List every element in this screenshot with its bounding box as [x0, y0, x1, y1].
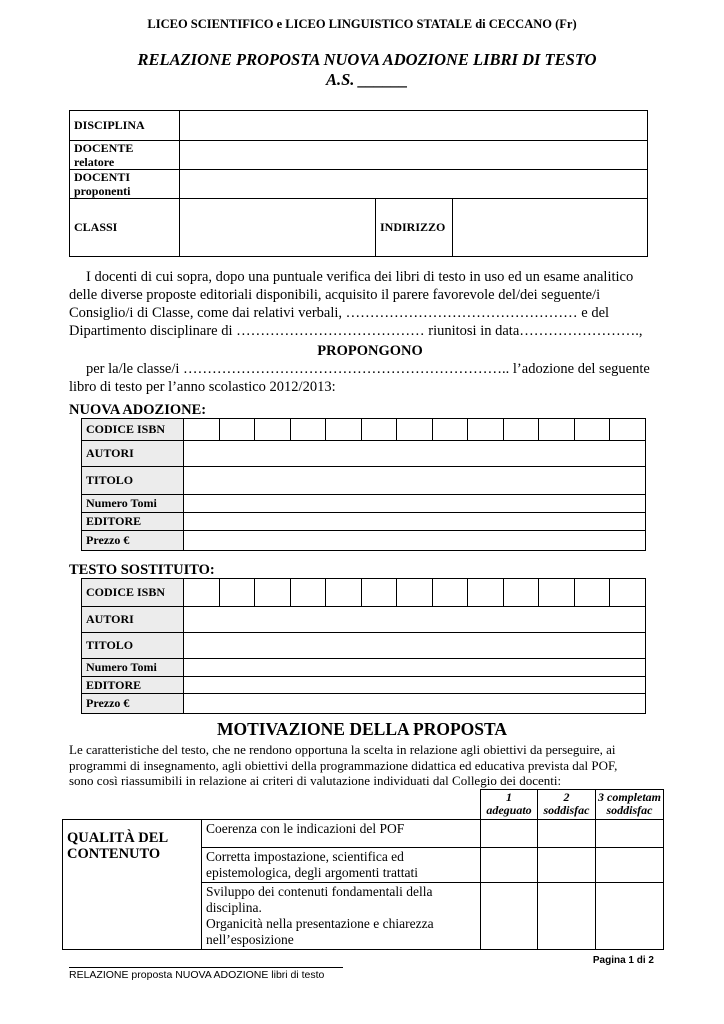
criterion-impostazione: [202, 848, 481, 883]
isbn-digit-cell[interactable]: [432, 579, 468, 607]
intro-line-1: I docenti di cui sopra, dopo una puntuale verifica dei libri di testo in uso ed un esame analitico: [86, 269, 634, 285]
rating-1-number: 1: [506, 790, 512, 804]
nuova-editore-field[interactable]: [184, 513, 646, 531]
document-title: RELAZIONE PROPOSTA NUOVA ADOZIONE LIBRI DI TESTO: [137, 50, 597, 69]
motivazione-heading: MOTIVAZIONE DELLA PROPOSTA: [216, 719, 508, 739]
nuova-autori-label: AUTORI: [82, 441, 184, 467]
isbn-digit-cell[interactable]: [255, 419, 291, 441]
school-name: LICEO SCIENTIFICO e LICEO LINGUISTICO STATALE di CECCANO (Fr): [147, 17, 577, 31]
sostituito-autori-label: AUTORI: [82, 607, 184, 633]
isbn-digit-cell[interactable]: [503, 419, 539, 441]
docenti-label-line2: proponenti: [74, 184, 131, 198]
criterion-sviluppo-line2: disciplina.: [206, 900, 262, 915]
isbn-digit-cell[interactable]: [610, 419, 646, 441]
qualita-contenuto-label: [63, 820, 202, 950]
isbn-digit-cell[interactable]: [539, 419, 575, 441]
isbn-digit-cell[interactable]: [574, 419, 610, 441]
proposal-line-2: libro di testo per l’anno scolastico 2012/2013:: [69, 379, 336, 395]
footer-title: RELAZIONE proposta NUOVA ADOZIONE libri di testo: [69, 969, 325, 981]
isbn-digit-cell[interactable]: [290, 579, 326, 607]
isbn-digit-cell[interactable]: [468, 579, 504, 607]
nuova-adozione-heading: NUOVA ADOZIONE:: [69, 402, 207, 418]
motivazione-line-2: programmi di insegnamento, agli obiettivi della programmazione didattica ed educativa prevista dal POF,: [69, 757, 618, 773]
isbn-digit-cell[interactable]: [219, 419, 255, 441]
isbn-digit-cell[interactable]: [361, 419, 397, 441]
classi-label: CLASSI: [70, 199, 180, 257]
indirizzo-label: INDIRIZZO: [376, 199, 453, 257]
rating-cell[interactable]: [596, 820, 664, 848]
isbn-digit-cell[interactable]: [184, 579, 220, 607]
intro-paragraph: [69, 268, 669, 340]
sostituito-prezzo-label: Prezzo €: [82, 694, 184, 714]
rating-cell[interactable]: [481, 820, 538, 848]
motivazione-line-1: Le caratteristiche del testo, che ne rendono opportuna la scelta in relazione agli obiettivi da perseguire, ai: [69, 742, 616, 757]
isbn-digit-cell[interactable]: [326, 419, 362, 441]
isbn-digit-cell[interactable]: [610, 579, 646, 607]
isbn-digit-cell[interactable]: [432, 419, 468, 441]
criteria-table: [62, 789, 664, 950]
docente-label-line1: DOCENTE: [74, 141, 134, 155]
rating-1-header: [481, 790, 538, 820]
classi-field[interactable]: [180, 199, 376, 257]
docente-label-line2: relatore: [74, 155, 115, 169]
disciplina-label: DISCIPLINA: [70, 111, 180, 141]
page-number: Pagina 1 di 2: [592, 955, 654, 966]
isbn-digit-cell[interactable]: [574, 579, 610, 607]
qualita-line-2: CONTENUTO: [67, 846, 161, 862]
rating-cell[interactable]: [596, 848, 664, 883]
proposal-paragraph: [69, 360, 669, 396]
criterion-impostazione-line1: Corretta impostazione, scientifica ed: [206, 849, 404, 864]
isbn-digit-cell[interactable]: [219, 579, 255, 607]
isbn-digit-cell[interactable]: [468, 419, 504, 441]
rating-cell[interactable]: [538, 883, 596, 950]
isbn-digit-cell[interactable]: [290, 419, 326, 441]
isbn-digit-cell[interactable]: [255, 579, 291, 607]
docenti-field[interactable]: [180, 170, 648, 199]
isbn-digit-cell[interactable]: [397, 579, 433, 607]
criterion-coerenza: Coerenza con le indicazioni del POF: [202, 820, 481, 848]
docenti-label: [70, 170, 180, 199]
intro-line-4: Dipartimento disciplinare di ………………………………… riunitosi in data…………………….,: [69, 323, 643, 339]
intro-line-2: delle diverse proposte editoriali disponibili, acquisito il parere favorevole del/dei seguente/i: [69, 287, 601, 303]
propongono-heading: PROPONGONO: [317, 343, 423, 359]
isbn-digit-cell[interactable]: [397, 419, 433, 441]
rating-1-label: adeguato: [486, 803, 532, 817]
docente-label: [70, 141, 180, 170]
docenti-label-line1: DOCENTI: [74, 170, 131, 184]
intro-line-3: Consiglio/i di Classe, come dai relativi verbali, ………………………………………… e del: [69, 305, 610, 321]
sostituito-titolo-label: TITOLO: [82, 633, 184, 659]
motivazione-paragraph: [69, 742, 669, 789]
rating-cell[interactable]: [596, 883, 664, 950]
rating-cell[interactable]: [538, 848, 596, 883]
rating-cell[interactable]: [481, 848, 538, 883]
nuova-tomi-field[interactable]: [184, 495, 646, 513]
rating-cell[interactable]: [538, 820, 596, 848]
nuova-prezzo-label: Prezzo €: [82, 531, 184, 551]
criterion-sviluppo-line1: Sviluppo dei contenuti fondamentali della: [206, 884, 433, 899]
nuova-tomi-label: Numero Tomi: [82, 495, 184, 513]
rating-3-label: soddisfac: [606, 803, 653, 817]
nuova-autori-field[interactable]: [184, 441, 646, 467]
rating-cell[interactable]: [481, 883, 538, 950]
nuova-prezzo-field[interactable]: [184, 531, 646, 551]
nuova-isbn-label: CODICE ISBN: [82, 419, 184, 441]
rating-2-label: soddisfac: [543, 803, 590, 817]
nuova-adozione-table: [81, 418, 646, 551]
disciplina-field[interactable]: [180, 111, 648, 141]
indirizzo-field[interactable]: [453, 199, 648, 257]
isbn-digit-cell[interactable]: [326, 579, 362, 607]
criterion-sviluppo: [202, 883, 481, 950]
sostituito-editore-field[interactable]: [184, 677, 646, 694]
docente-field[interactable]: [180, 141, 648, 170]
isbn-digit-cell[interactable]: [539, 579, 575, 607]
isbn-digit-cell[interactable]: [361, 579, 397, 607]
subject-table: [69, 110, 648, 257]
sostituito-tomi-label: Numero Tomi: [82, 659, 184, 677]
testo-sostituito-heading: TESTO SOSTITUITO:: [69, 562, 215, 578]
rating-2-header: [538, 790, 596, 820]
nuova-titolo-label: TITOLO: [82, 467, 184, 495]
criterion-sviluppo-line3: Organicità nella presentazione e chiarezza: [206, 916, 434, 931]
criteria-header-spacer: [63, 790, 481, 820]
footer-rule: [69, 967, 343, 968]
rating-3-number: 3 completam: [598, 790, 661, 804]
school-year: A.S. ______: [325, 70, 409, 89]
sostituito-autori-field[interactable]: [184, 607, 646, 633]
sostituito-tomi-field[interactable]: [184, 659, 646, 677]
criterion-impostazione-line2: epistemologica, degli argomenti trattati: [206, 865, 418, 880]
sostituito-prezzo-field[interactable]: [184, 694, 646, 714]
qualita-line-1: QUALITÀ DEL: [67, 830, 169, 846]
sostituito-isbn-label: CODICE ISBN: [82, 579, 184, 607]
proposal-line-1: per la/le classe/i ………………………………………………………….. l’adozione del seguente: [86, 361, 650, 377]
motivazione-line-3: sono così riassumibili in relazione ai criteri di valutazione individuati dal Collegio dei docenti:: [69, 773, 562, 788]
nuova-titolo-field[interactable]: [184, 467, 646, 495]
criterion-sviluppo-line4: nell’esposizione: [206, 932, 294, 947]
rating-3-header: [596, 790, 664, 820]
isbn-digit-cell[interactable]: [503, 579, 539, 607]
nuova-editore-label: EDITORE: [82, 513, 184, 531]
testo-sostituito-table: [81, 578, 646, 714]
isbn-digit-cell[interactable]: [184, 419, 220, 441]
sostituito-editore-label: EDITORE: [82, 677, 184, 694]
rating-2-number: 2: [563, 790, 570, 804]
sostituito-titolo-field[interactable]: [184, 633, 646, 659]
